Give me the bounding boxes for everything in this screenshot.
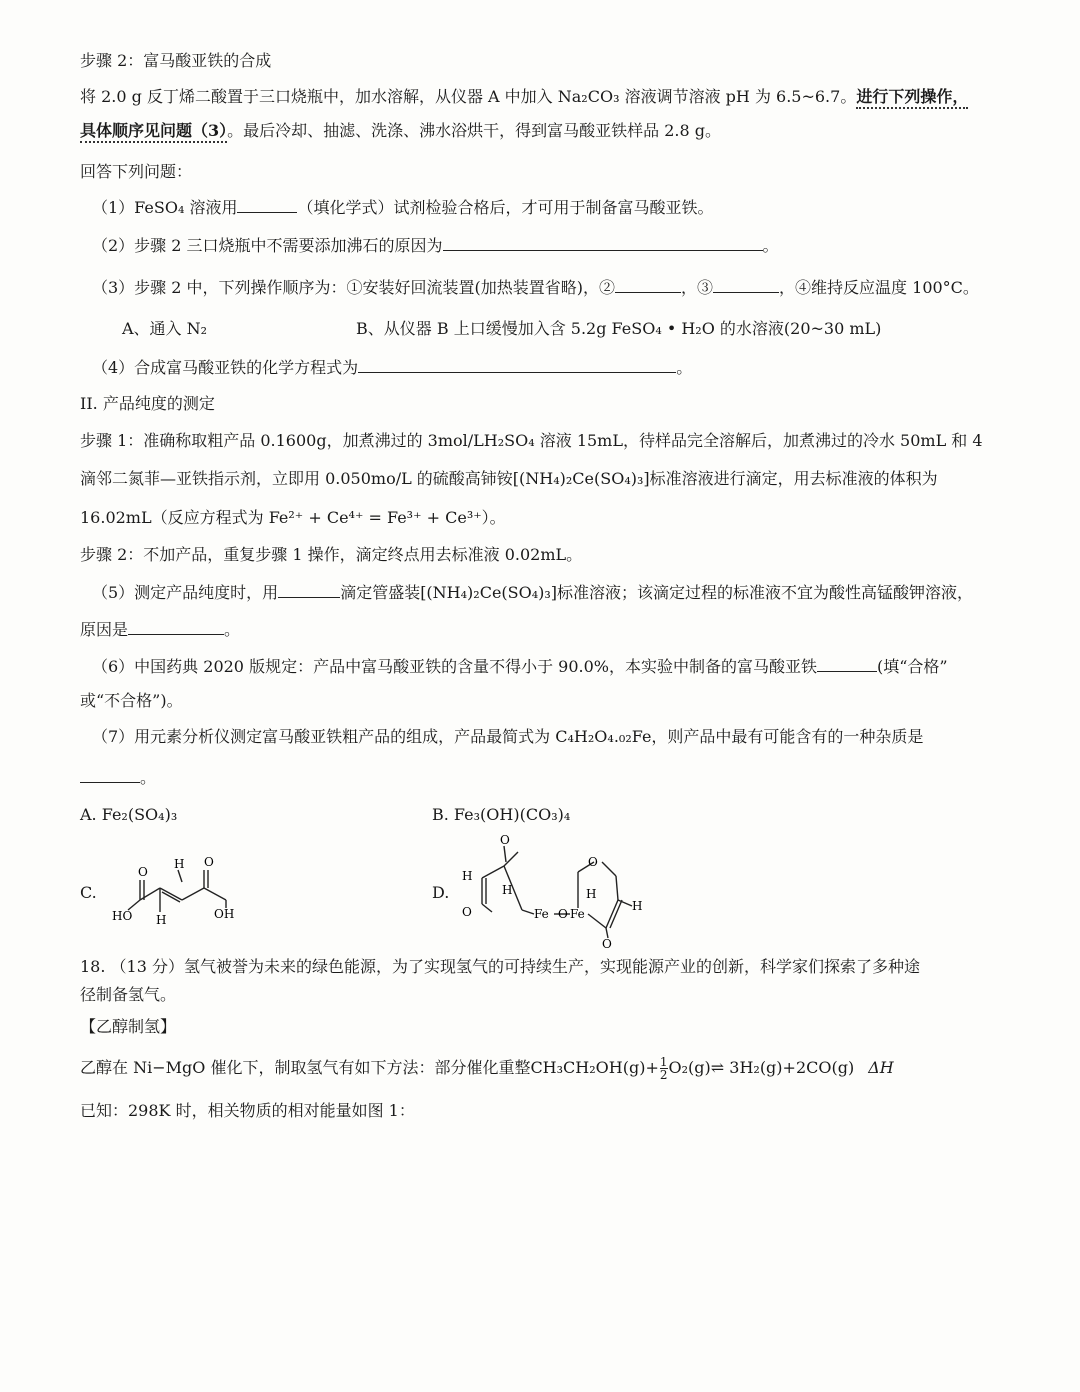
q18-reaction-a: 乙醇在 Ni−MgO 催化下，制取氢气有如下方法：部分催化重整CH₃CH₂OH(g)+ [80,1058,659,1077]
q7-option-c-label: C. [80,883,97,902]
d-o-bottom-right: O [602,937,612,950]
d-o-bottom-left: O [462,905,472,919]
d-fe-left: Fe [534,907,549,921]
d-h-right: H [632,899,643,913]
q3-text-c: ，④维持反应温度 100°C。 [779,278,979,297]
q18-frac-den: 2 [659,1068,668,1082]
q18-fraction [660,1056,668,1081]
section-2-title: II. 产品纯度的测定 [80,394,215,413]
q6-text-a: （6）中国药典 2020 版规定：产品中富马酸亚铁的含量不得小于 90.0%，本实验中制备的富马酸亚铁 [92,657,817,676]
d-h-right-inner: H [586,887,597,901]
d-o-bridge: O [558,907,568,921]
c-oh: OH [214,907,235,921]
q5-text-c: 原因是 [80,620,129,639]
q7-answer-blank[interactable] [80,766,140,783]
step2-emphasis-2: 具体顺序见问题（3） [80,121,227,143]
question-7: （7）用元素分析仪测定富马酸亚铁粗产品的组成，产品最简式为 C₄H₂O₄.₀₂Fe，则产品中最有可能含有的一种杂质是 [92,727,924,746]
q4-text-b: 。 [676,358,693,377]
q18-heading: 【乙醇制氢】 [80,1017,177,1036]
q6-answer-blank[interactable] [817,655,877,672]
purity-step1-line2: 滴邻二氮菲—亚铁指示剂，立即用 0.050mo/L 的硫酸高铈铵[(NH₄)₂Ce(SO₄)₃]标准溶液进行滴定，用去标准液的体积为 [80,469,938,488]
purity-step1-line1: 步骤 1：准确称取粗产品 0.1600g，加煮沸过的 3mol/LH₂SO₄ 溶液 15mL，待样品完全溶解后，加煮沸过的冷水 50mL 和 4 [80,431,983,450]
q5-text-a: （5）测定产品纯度时，用 [92,583,279,602]
step2-line1-text: 将 2.0 g 反丁烯二酸置于三口烧瓶中，加水溶解，从仪器 A 中加入 Na₂CO₃ 溶液调节溶液 pH 为 6.5~6.7。 [80,87,857,106]
purity-step1-line3: 16.02mL（反应方程式为 Fe²⁺ + Ce⁴⁺ = Fe³⁺ + Ce³⁺）。 [80,508,506,527]
q4-answer-blank[interactable] [358,356,676,373]
q1-text-a: （1）FeSO₄ 溶液用 [92,198,238,217]
question-3 [92,276,979,299]
q7-option-c-structure [108,852,248,932]
q18-reaction [80,1056,894,1081]
q3-blank-2[interactable] [615,276,681,293]
q7-option-d-label: D. [432,883,450,902]
q5-text-d: 。 [224,620,241,639]
purity-step2: 步骤 2：不加产品，重复步骤 1 操作，滴定终点用去标准液 0.02mL。 [80,545,583,564]
step2-title: 步骤 2：富马酸亚铁的合成 [80,51,272,70]
question-5 [92,581,973,604]
question-6-line2: 或“不合格”)。 [80,691,183,710]
q7-option-a: A. Fe₂(SO₄)₃ [80,805,178,824]
q18-line1: 18. （13 分）氢气被誉为未来的绿色能源，为了实现氢气的可持续生产，实现能源产业的创新，科学家们探索了多种途 [80,957,920,976]
q7-option-d-structure [458,832,648,950]
q2-answer-blank[interactable] [443,234,763,251]
step2-line2-text: 。最后冷却、抽滤、洗涤、沸水浴烘干，得到富马酸亚铁样品 2.8 g。 [227,121,722,140]
d-o-top-right: O [588,855,598,869]
q1-text-b: （填化学式）试剂检验合格后，才可用于制备富马酸亚铁。 [297,198,714,217]
q18-reaction-b: O₂(g)⇌ 3H₂(g)+2CO(g) [668,1058,855,1077]
q2-text-a: （2）步骤 2 三口烧瓶中不需要添加沸石的原因为 [92,236,443,255]
c-h-top: H [174,857,185,871]
answer-intro: 回答下列问题： [80,162,193,181]
q3-option-b: B、从仪器 B 上口缓慢加入含 5.2g FeSO₄ • H₂O 的水溶液(20~30 mL) [356,319,882,338]
step2-emphasis-1: 进行下列操作， [856,87,968,109]
c-h-bottom: H [156,913,167,927]
q5-answer-blank-2[interactable] [128,618,224,635]
q18-known: 已知：298K 时，相关物质的相对能量如图 1： [80,1101,415,1120]
q7-option-b: B. Fe₃(OH)(CO₃)₄ [432,805,571,824]
step2-line2 [80,120,721,142]
question-4 [92,356,692,379]
q3-text-b: ，③ [681,278,714,297]
q7-text-b: 。 [140,768,157,787]
q3-option-a: A、通入 N₂ [122,319,208,338]
q6-text-b: (填“合格” [877,657,948,676]
q3-text-a: （3）步骤 2 中，下列操作顺序为：①安装好回流装置(加热装置省略)，② [92,278,616,297]
q1-answer-blank[interactable] [237,196,297,213]
question-5-line2 [80,618,240,641]
q5-answer-blank-1[interactable] [278,581,340,598]
question-6 [92,655,948,678]
question-7-line2 [80,766,156,789]
question-2 [92,234,779,257]
d-o-top-left: O [500,833,510,847]
c-o-left: O [138,865,148,879]
d-h-left: H [462,869,473,883]
c-o-right: O [204,855,214,869]
d-fe-right: Fe [570,907,585,921]
c-ho: HO [112,909,133,923]
q18-delta-h: ΔH [868,1058,894,1077]
q5-text-b: 滴定管盛装[(NH₄)₂Ce(SO₄)₃]标准溶液；该滴定过程的标准液不宜为酸性高锰酸钾溶液， [340,583,974,602]
q18-frac-num: 1 [659,1055,668,1069]
q18-line2: 径制备氢气。 [80,985,177,1004]
q3-blank-3[interactable] [713,276,779,293]
question-1 [92,196,713,219]
d-h-inner: H [502,883,513,897]
step2-line1 [80,86,968,108]
q4-text-a: （4）合成富马酸亚铁的化学方程式为 [92,358,359,377]
q2-text-b: 。 [762,236,779,255]
